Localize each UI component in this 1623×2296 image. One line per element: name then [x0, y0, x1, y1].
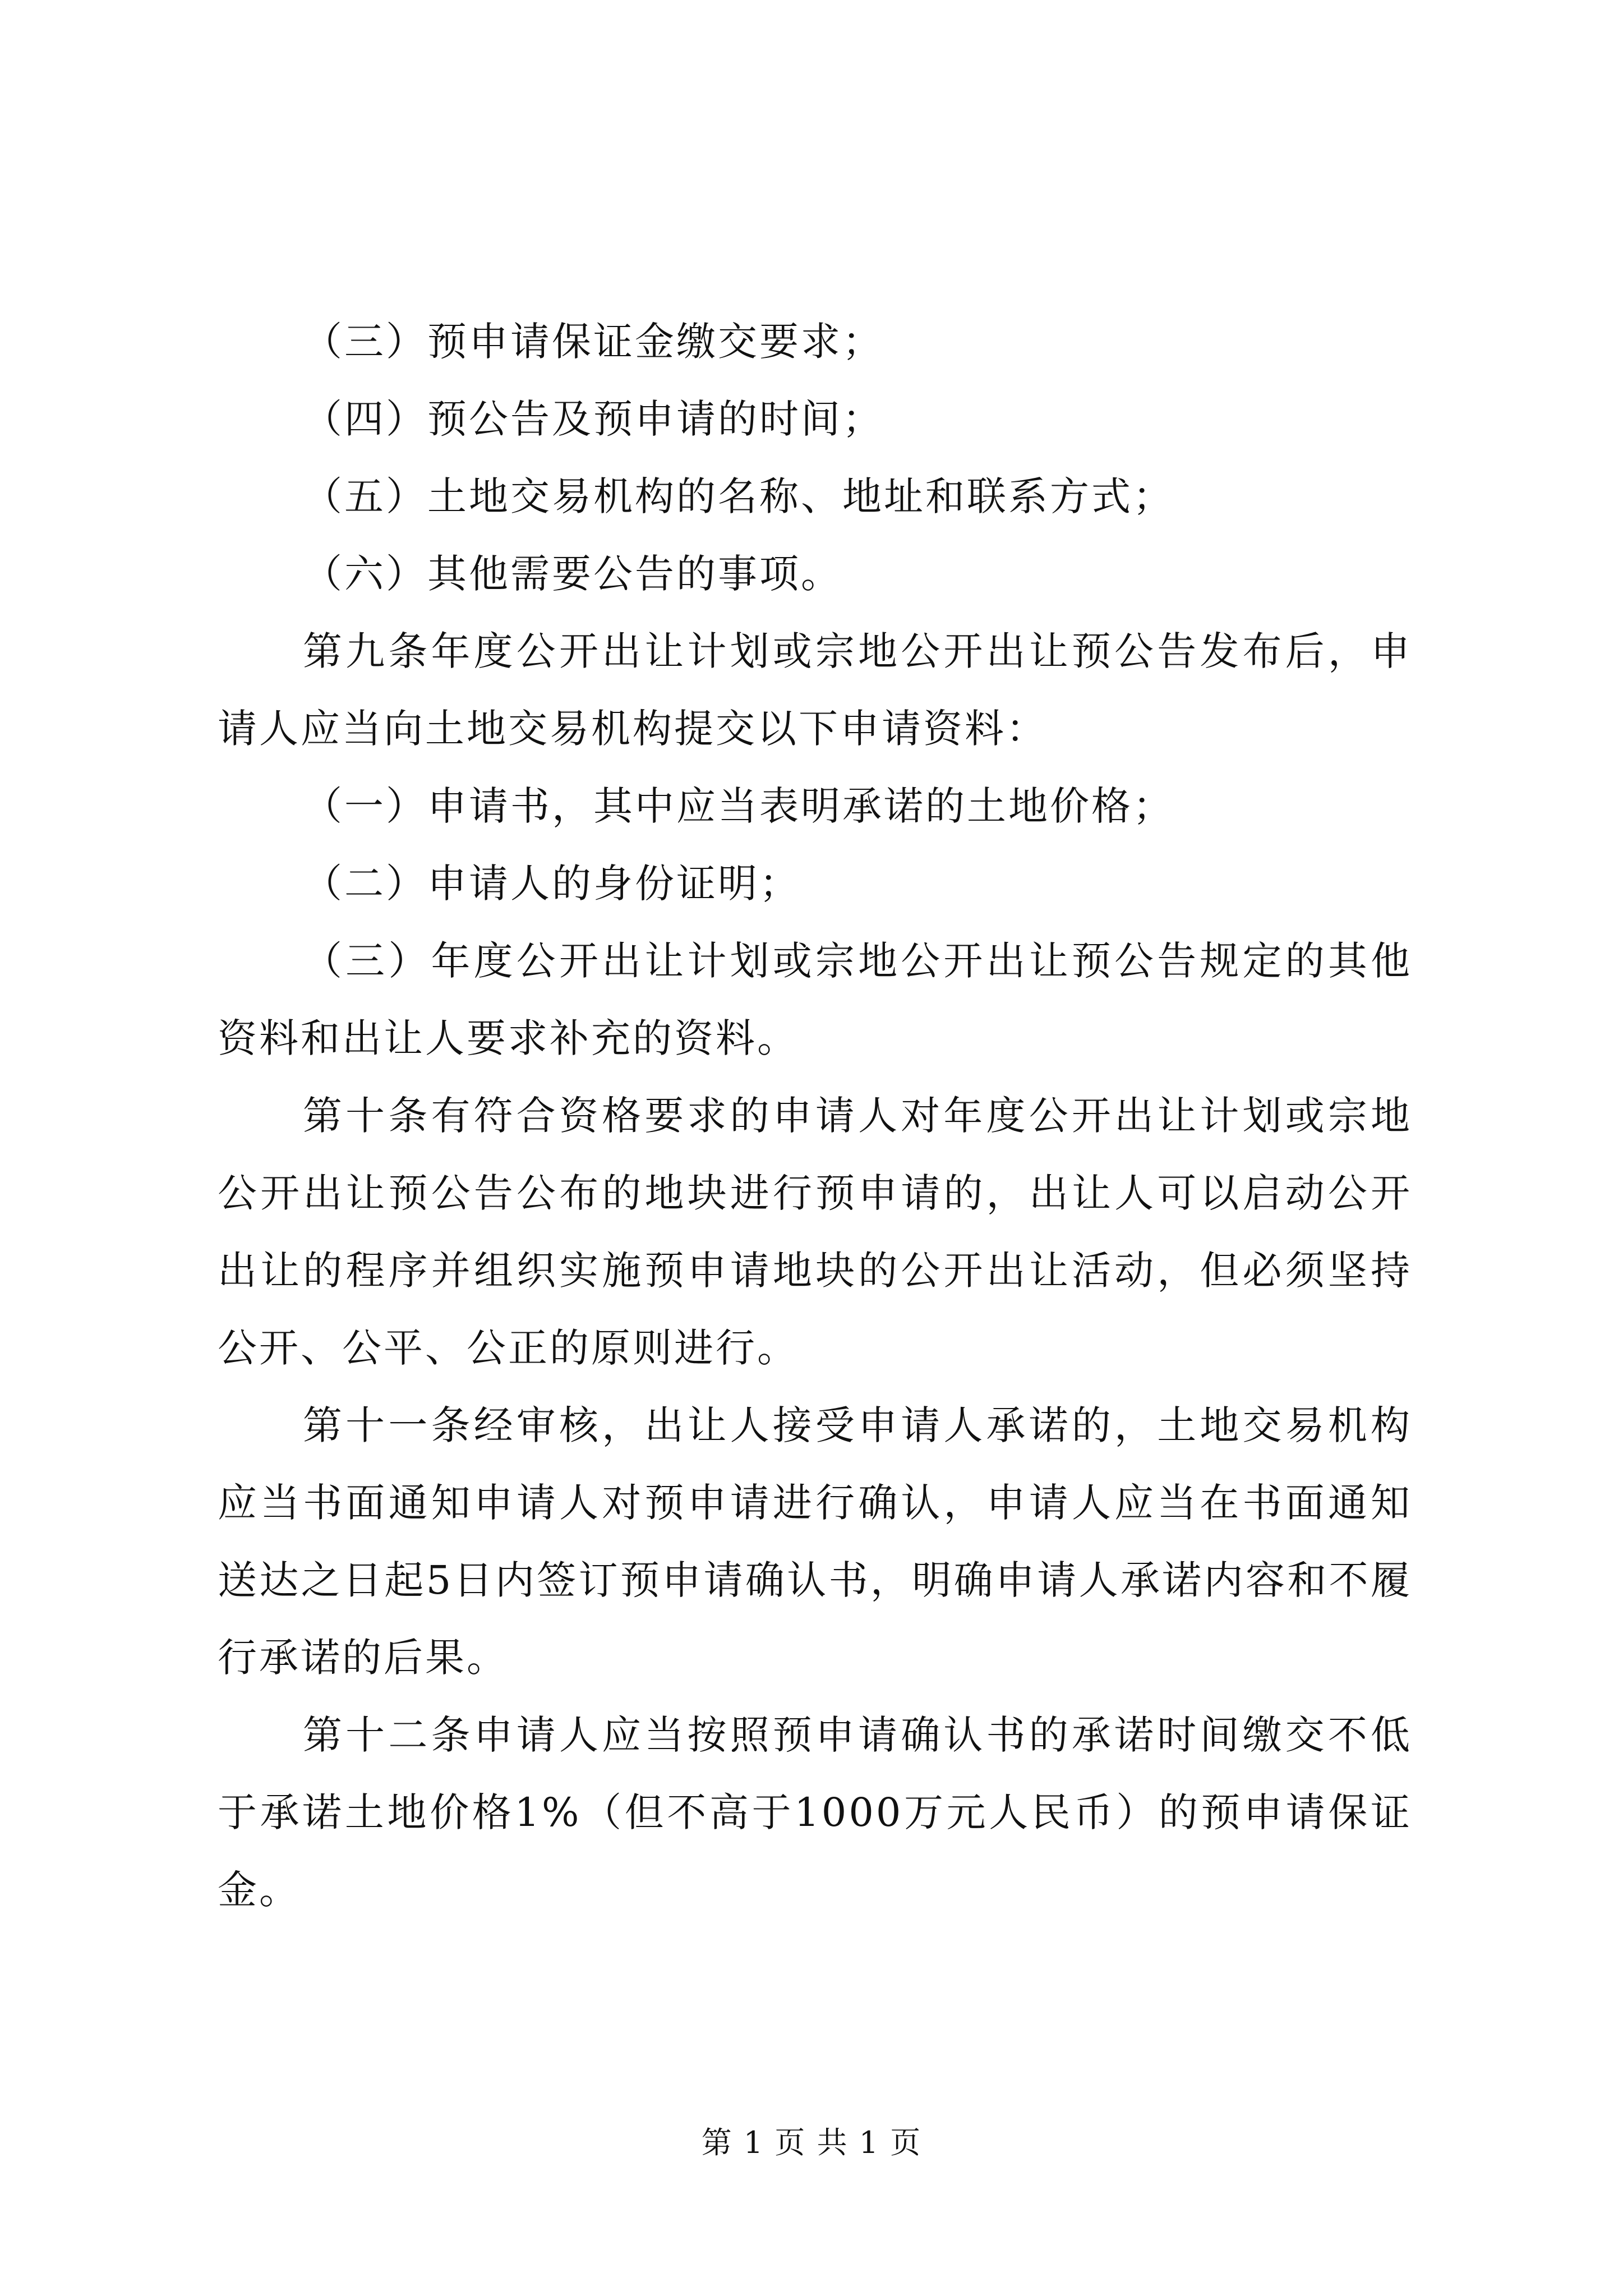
- paragraph: （三）预申请保证金缴交要求；: [303, 319, 884, 365]
- paragraph: 第九条年度公开出让计划或宗地公开出让预公告发布后，申请人应当向土地交易机构提交以下申请资料：: [218, 628, 1412, 752]
- paragraph: （一）申请书，其中应当表明承诺的土地价格；: [303, 783, 1174, 829]
- document-body: [218, 303, 1412, 1929]
- paragraph: （二）申请人的身份证明；: [303, 861, 801, 907]
- paragraph: （六）其他需要公告的事项。: [303, 551, 842, 597]
- paragraph: （五）土地交易机构的名称、地址和联系方式；: [303, 473, 1174, 519]
- paragraph: （三）年度公开出让计划或宗地公开出让预公告规定的其他资料和出让人要求补充的资料。: [218, 938, 1412, 1061]
- paragraph: 第十条有符合资格要求的申请人对年度公开出让计划或宗地公开出让预公告公布的地块进行预申请的，出让人可以启动公开出让的程序并组织实施预申请地块的公开出让活动，但必须坚持公开、公平、公正的原则进行。: [218, 1093, 1412, 1371]
- paragraph: （四）预公告及预申请的时间；: [303, 396, 884, 442]
- paragraph: 第十二条申请人应当按照预申请确认书的承诺时间缴交不低于承诺土地价格1%（但不高于1000万元人民币）的预申请保证金。: [218, 1712, 1412, 1913]
- page-number-footer: 第 1 页 共 1 页: [701, 2125, 922, 2160]
- paragraph: 第十一条经审核，出让人接受申请人承诺的，土地交易机构应当书面通知申请人对预申请进行确认，申请人应当在书面通知送达之日起5日内签订预申请确认书，明确申请人承诺内容和不履行承诺的后果。: [218, 1402, 1412, 1681]
